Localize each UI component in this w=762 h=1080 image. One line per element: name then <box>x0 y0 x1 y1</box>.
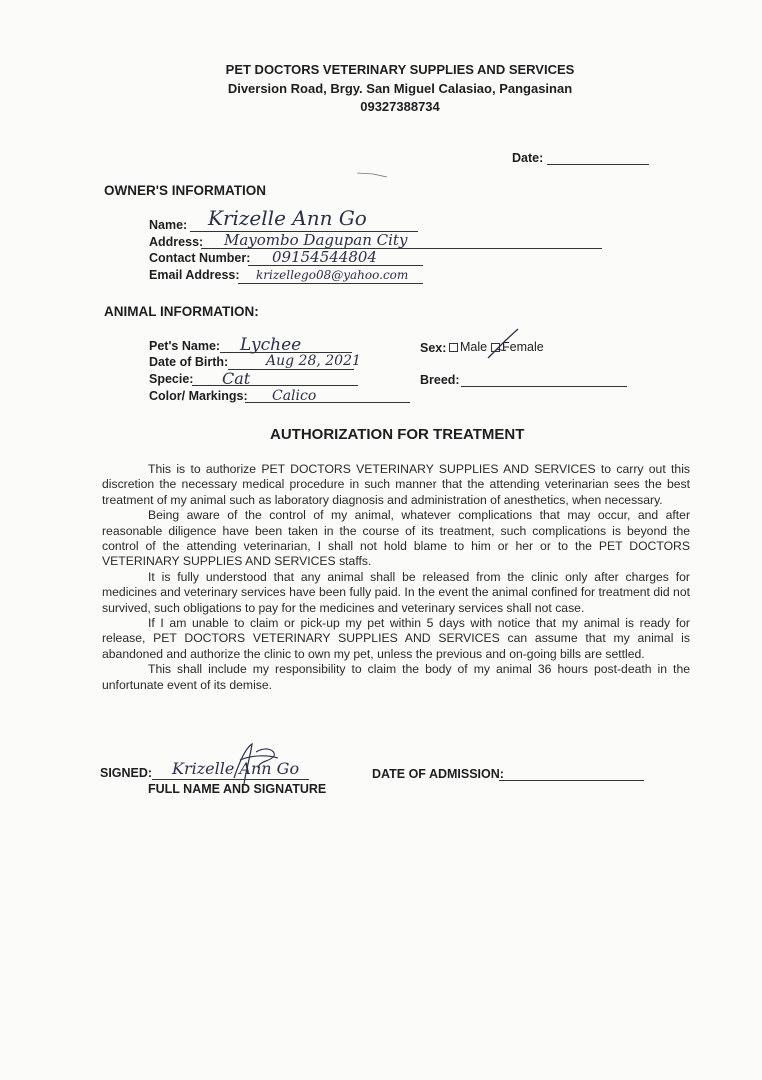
scan-mark-icon <box>355 170 389 180</box>
email-field[interactable]: krizellego08@yahoo.com <box>256 268 409 282</box>
sex-label: Sex: <box>420 341 447 355</box>
contact-number-label: Contact Number: <box>149 251 251 265</box>
female-option-label: Female <box>502 340 544 354</box>
company-phone: 09327388734 <box>360 99 440 114</box>
specie-label: Specie: <box>149 372 194 386</box>
authorization-paragraph-2: Being aware of the control of my animal, whatever complications that may occur, and after reasonable diligence have been taken in the course of its treatment, such complications is beyond the control of the attending veterinarian, I shall not hold blame to him or her or to the PET DOCTORS VETERINARY SUPPLIES AND SERVICES staffs. <box>102 508 690 569</box>
date-of-admission-label: DATE OF ADMISSION: <box>372 767 504 781</box>
color-markings-line <box>245 402 410 403</box>
specie-line <box>192 385 358 386</box>
authorization-paragraph-1: This is to authorize PET DOCTORS VETERINARY SUPPLIES AND SERVICES to carry out this discretion the necessary medical procedure in such manner that the attending veterinarian sees the best treatment of my animal such as laboratory diagnosis and administration of anesthetics, when necessary. <box>102 462 690 507</box>
pet-name-label: Pet's Name: <box>149 339 221 353</box>
owner-address-label: Address: <box>149 235 204 249</box>
signature-field[interactable]: Krizelle Ann Go <box>172 759 300 778</box>
authorization-body <box>102 462 690 693</box>
pet-name-field[interactable]: Lychee <box>240 335 302 355</box>
authorization-paragraph-4: If I am unable to claim or pick-up my pet within 5 days with notice that my animal is ready for release, PET DOCTORS VETERINARY SUPPLIES AND SERVICES can assume that my animal is abandoned and authorize the clinic to own my pet, unless the previous and on-going bills are settled. <box>102 616 690 661</box>
date-of-admission-field[interactable] <box>499 780 644 781</box>
dob-label: Date of Birth: <box>149 355 229 369</box>
company-address: Diversion Road, Brgy. San Miguel Calasiao, Pangasinan <box>227 81 573 96</box>
company-name: PET DOCTORS VETERINARY SUPPLIES AND SERVICES <box>225 62 575 77</box>
signed-label: SIGNED: <box>100 766 153 780</box>
full-name-signature-label: FULL NAME AND SIGNATURE <box>148 782 327 796</box>
male-checkbox[interactable] <box>449 343 458 352</box>
male-option-label: Male <box>460 340 488 354</box>
animal-section-title: ANIMAL INFORMATION: <box>104 304 259 319</box>
dob-field[interactable]: Aug 28, 2021 <box>266 353 361 369</box>
color-markings-label: Color/ Markings: <box>149 389 248 403</box>
specie-field[interactable]: Cat <box>222 369 251 388</box>
date-field[interactable] <box>547 164 649 165</box>
owner-name-field[interactable]: Krizelle Ann Go <box>208 206 367 230</box>
email-label: Email Address: <box>149 268 240 282</box>
female-check-mark-icon <box>484 326 524 362</box>
color-markings-field[interactable]: Calico <box>272 388 317 404</box>
authorization-paragraph-3: It is fully understood that any animal shall be released from the clinic only after charges for medicines and veterinary services have been fully paid. In the event the animal confined for treatment did not survived, such obligations to pay for the medicines and veterinary services shall not case. <box>102 569 690 615</box>
date-label: Date: <box>512 151 544 165</box>
breed-label: Breed: <box>420 373 460 387</box>
owner-address-field[interactable]: Mayombo Dagupan City <box>224 231 408 249</box>
breed-field[interactable] <box>461 386 627 387</box>
contact-number-field[interactable]: 09154544804 <box>272 248 377 266</box>
authorization-title: AUTHORIZATION FOR TREATMENT <box>270 426 525 443</box>
owner-name-label: Name: <box>149 218 188 232</box>
email-line <box>238 283 423 284</box>
owner-section-title: OWNER'S INFORMATION <box>104 183 266 198</box>
authorization-paragraph-5: This shall include my responsibility to claim the body of my animal 36 hours post-death in the unfortunate event of its demise. <box>102 662 690 692</box>
